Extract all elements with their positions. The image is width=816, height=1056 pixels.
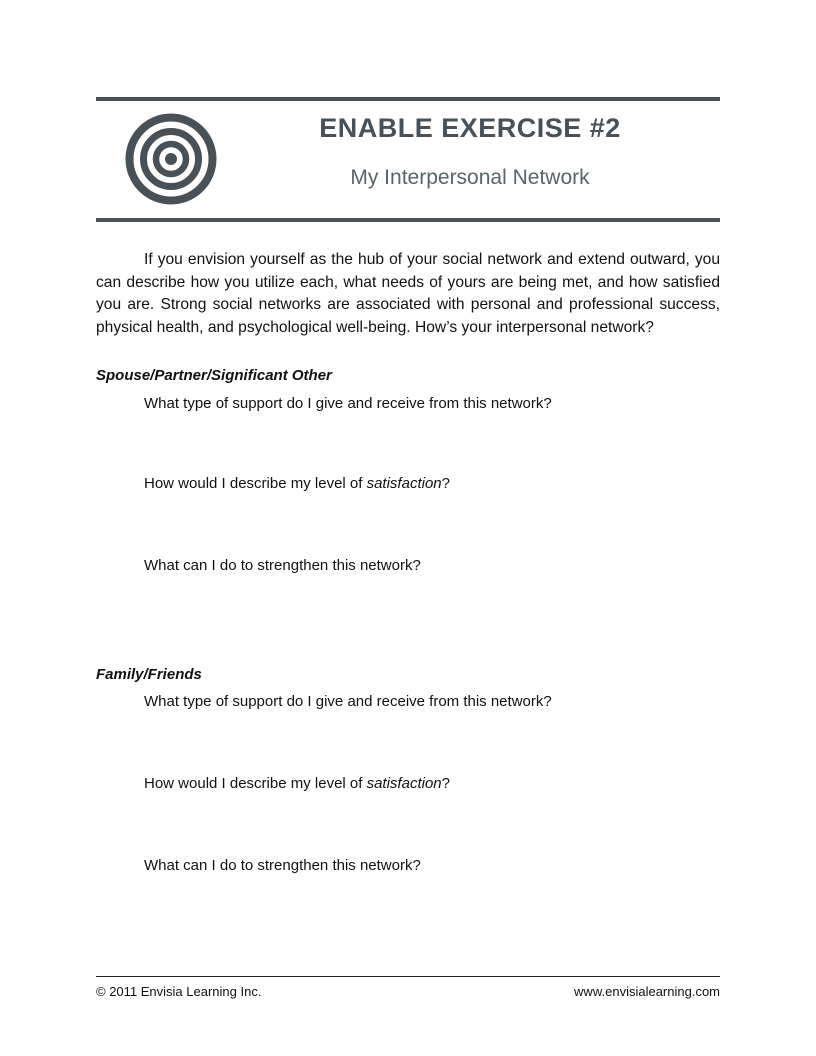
header-bottom-rule bbox=[96, 218, 720, 222]
question-end: ? bbox=[441, 775, 450, 792]
page-subtitle: My Interpersonal Network bbox=[350, 166, 590, 189]
section-heading-family: Family/Friends bbox=[96, 666, 202, 683]
question-text: How would I describe my level of bbox=[144, 475, 367, 492]
question-text: How would I describe my level of bbox=[144, 775, 367, 792]
question-emphasis: satisfaction bbox=[366, 475, 442, 492]
question-support: What type of support do I give and receive from this network? bbox=[144, 693, 552, 710]
header-top-rule bbox=[96, 97, 720, 101]
question-end: ? bbox=[441, 475, 450, 492]
question-strengthen: What can I do to strengthen this network? bbox=[144, 857, 421, 874]
footer-copyright: © 2011 Envisia Learning Inc. bbox=[96, 984, 262, 999]
intro-text: If you envision yourself as the hub of your social network and extend outward, you can describe how you utilize each, what needs of yours are being met, and how satisfied you are. Strong social networks are associated with personal and professional success, physical health, and psychological well-being. How’s your interpersonal network? bbox=[96, 251, 720, 336]
target-icon bbox=[125, 113, 217, 205]
intro-paragraph bbox=[96, 249, 720, 339]
section-heading-spouse: Spouse/Partner/Significant Other bbox=[96, 367, 332, 384]
footer-rule bbox=[96, 976, 720, 977]
question-emphasis: satisfaction bbox=[366, 775, 442, 792]
page-title: ENABLE EXERCISE #2 bbox=[319, 113, 621, 143]
question-support: What type of support do I give and receive from this network? bbox=[144, 395, 552, 412]
question-strengthen: What can I do to strengthen this network? bbox=[144, 557, 421, 574]
footer-url[interactable]: www.envisialearning.com bbox=[574, 984, 720, 999]
question-satisfaction bbox=[144, 475, 450, 492]
question-satisfaction bbox=[144, 775, 450, 792]
